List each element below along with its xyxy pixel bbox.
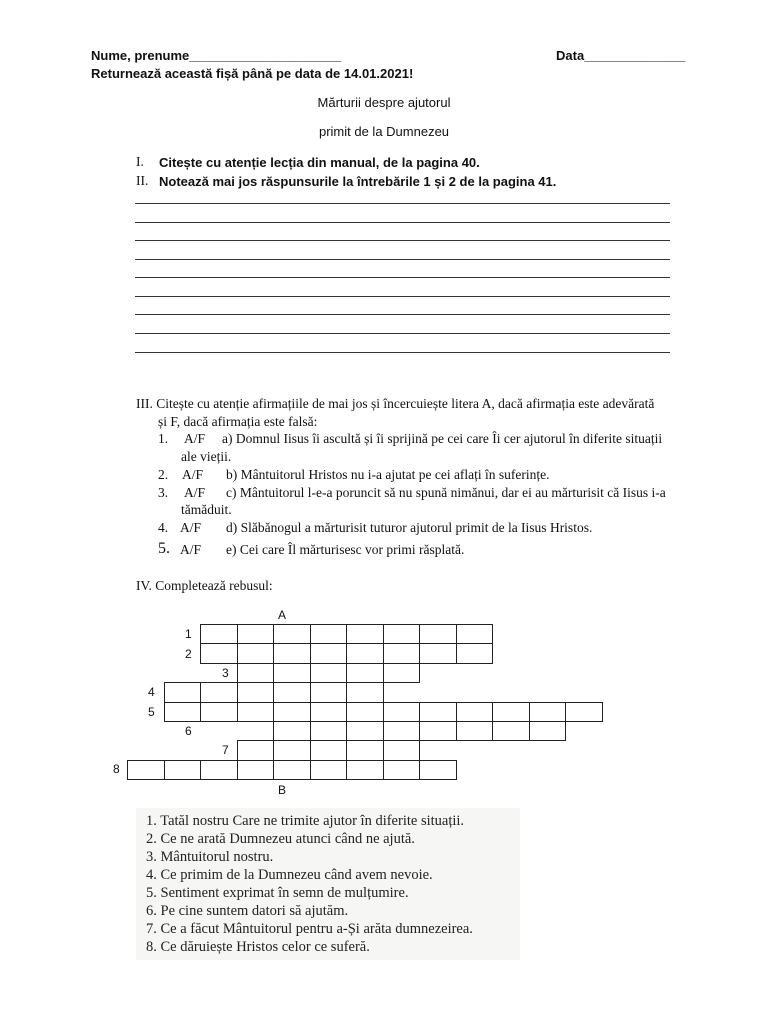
- date-label: Data: [556, 48, 585, 63]
- crossword-cell[interactable]: [164, 760, 202, 780]
- crossword-cell[interactable]: [346, 624, 384, 644]
- statement-number: 4.: [158, 520, 169, 535]
- crossword-cell[interactable]: [383, 760, 421, 780]
- section-3-intro-cont: și F, dacă afirmația este falsă:: [158, 414, 318, 429]
- crossword-cell[interactable]: [127, 760, 165, 780]
- statement-text-cont: tămăduit.: [181, 502, 232, 517]
- crossword-cell[interactable]: [310, 760, 348, 780]
- crossword-cell[interactable]: [419, 721, 457, 741]
- crossword-cell[interactable]: [383, 624, 421, 644]
- crossword-cell[interactable]: [529, 721, 567, 741]
- crossword-cell[interactable]: [492, 721, 530, 741]
- row-number: 4: [148, 685, 155, 699]
- crossword-cell[interactable]: [237, 624, 275, 644]
- crossword-cell[interactable]: [456, 702, 494, 722]
- crossword-cell[interactable]: [200, 760, 238, 780]
- answer-line[interactable]: [135, 203, 670, 204]
- title-line-1: Mărturii despre ajutorul: [317, 95, 451, 110]
- statement-number: 3.: [158, 485, 169, 500]
- crossword-cell[interactable]: [200, 682, 238, 702]
- row-number: 2: [185, 647, 192, 661]
- crossword-cell[interactable]: [310, 740, 348, 760]
- crossword-cell[interactable]: [456, 624, 494, 644]
- crossword-cell[interactable]: [346, 760, 384, 780]
- crossword-cell[interactable]: [346, 702, 384, 722]
- crossword-cell[interactable]: [273, 624, 311, 644]
- crossword-cell[interactable]: [565, 702, 603, 722]
- crossword-bottom-letter: B: [278, 783, 287, 797]
- statement-text: a) Domnul Iisus îi ascultă și îi sprijină pe cei care Îi cer ajutorul în diferite situații: [222, 431, 663, 446]
- crossword-cell[interactable]: [419, 624, 457, 644]
- date-blank[interactable]: ______________: [584, 48, 686, 63]
- crossword-cell[interactable]: [346, 663, 384, 683]
- clue-3: 3. Mântuitorul nostru.: [146, 849, 274, 865]
- clue-4: 4. Ce primim de la Dumnezeu când avem nevoie.: [146, 867, 433, 883]
- statement-text: e) Cei care Îl mărturisesc vor primi răsplată.: [226, 542, 465, 557]
- crossword-cell[interactable]: [346, 643, 384, 663]
- crossword-cell[interactable]: [419, 702, 457, 722]
- crossword-cell[interactable]: [200, 624, 238, 644]
- crossword-cell[interactable]: [273, 740, 311, 760]
- crossword-cell[interactable]: [237, 663, 275, 683]
- crossword-cell[interactable]: [310, 624, 348, 644]
- statement-number: 1.: [158, 431, 169, 446]
- clue-6: 6. Pe cine suntem datori să ajutăm.: [146, 903, 349, 919]
- crossword-cell[interactable]: [237, 740, 275, 760]
- crossword-top-letter: A: [278, 608, 287, 622]
- crossword-cell[interactable]: [346, 740, 384, 760]
- crossword-cell[interactable]: [273, 682, 311, 702]
- crossword-cell[interactable]: [200, 643, 238, 663]
- answer-line[interactable]: [135, 333, 670, 334]
- row-number: 3: [222, 666, 229, 680]
- crossword-cell[interactable]: [346, 721, 384, 741]
- crossword-cell[interactable]: [273, 721, 311, 741]
- crossword-cell[interactable]: [310, 702, 348, 722]
- return-note: Returnează această fișă până pe data de 14.01.2021!: [91, 66, 414, 81]
- crossword-cell[interactable]: [310, 643, 348, 663]
- statement-text: d) Slăbănogul a mărturisit tuturor ajutorul primit de la Iisus Hristos.: [226, 520, 593, 535]
- answer-line[interactable]: [135, 314, 670, 315]
- crossword-cell[interactable]: [237, 760, 275, 780]
- clue-8: 8. Ce dăruiește Hristos celor ce suferă.: [146, 939, 370, 955]
- row-number: 6: [185, 724, 192, 738]
- name-field: [91, 48, 341, 63]
- date-field: [556, 48, 685, 63]
- clue-2: 2. Ce ne arată Dumnezeu atunci când ne ajută.: [146, 831, 415, 847]
- crossword-cell[interactable]: [310, 682, 348, 702]
- crossword-cell[interactable]: [237, 702, 275, 722]
- crossword-cell[interactable]: [419, 643, 457, 663]
- section-1-text: Citește cu atenție lecția din manual, de la pagina 40.: [159, 155, 480, 170]
- name-label: Nume, prenume: [91, 48, 190, 63]
- statement-text-cont: ale vieții.: [181, 449, 232, 464]
- answer-line[interactable]: [135, 296, 670, 297]
- crossword-cell[interactable]: [419, 760, 457, 780]
- row-number: 1: [185, 627, 192, 641]
- statement-af[interactable]: A/F: [184, 431, 206, 446]
- section-3-intro: III. Citește cu atenție afirmațiile de mai jos și încercuiește litera A, dacă afirmația este adevărată: [136, 396, 655, 411]
- row-number: 5: [148, 705, 155, 719]
- statement-af[interactable]: A/F: [184, 485, 206, 500]
- answer-line[interactable]: [135, 240, 670, 241]
- crossword-cell[interactable]: [456, 721, 494, 741]
- crossword-cell[interactable]: [273, 760, 311, 780]
- section-4-title: IV. Completează rebusul:: [136, 578, 273, 593]
- section-2-text: Notează mai jos răspunsurile la întrebările 1 și 2 de la pagina 41.: [159, 174, 557, 189]
- section-2-number: II.: [136, 173, 149, 188]
- answer-line[interactable]: [135, 277, 670, 278]
- statement-text: b) Mântuitorul Hristos nu i-a ajutat pe cei aflați în suferințe.: [226, 467, 550, 482]
- crossword-cell[interactable]: [346, 682, 384, 702]
- crossword-cell[interactable]: [273, 663, 311, 683]
- row-number: 7: [222, 743, 229, 757]
- crossword-cell[interactable]: [237, 643, 275, 663]
- clue-1: 1. Tatăl nostru Care ne trimite ajutor în diferite situații.: [146, 813, 465, 829]
- statement-af[interactable]: A/F: [180, 520, 202, 535]
- statement-text: c) Mântuitorul l-e-a poruncit să nu spună nimănui, dar ei au mărturisit că Iisus i-a: [226, 485, 666, 500]
- title-line-2: primit de la Dumnezeu: [318, 124, 450, 139]
- clue-7: 7. Ce a făcut Mântuitorul pentru a-Și arăta dumnezeirea.: [146, 921, 473, 937]
- name-blank[interactable]: _____________________: [189, 48, 342, 63]
- crossword-cell[interactable]: [273, 643, 311, 663]
- crossword-cell[interactable]: [164, 702, 202, 722]
- crossword-cell[interactable]: [383, 702, 421, 722]
- crossword-cell[interactable]: [383, 643, 421, 663]
- crossword-cell[interactable]: [383, 721, 421, 741]
- crossword-cell[interactable]: [492, 702, 530, 722]
- statement-number: 2.: [158, 467, 169, 482]
- crossword-cell[interactable]: [456, 643, 494, 663]
- crossword-cell[interactable]: [273, 702, 311, 722]
- section-1-number: I.: [136, 154, 144, 169]
- crossword-cell[interactable]: [529, 702, 567, 722]
- statement-af[interactable]: A/F: [180, 542, 202, 557]
- answer-line[interactable]: [135, 352, 670, 353]
- row-number: 8: [113, 762, 120, 776]
- statement-number: 5.: [158, 540, 170, 557]
- clue-5: 5. Sentiment exprimat în semn de mulțumire.: [146, 885, 409, 901]
- crossword-cell[interactable]: [383, 740, 421, 760]
- crossword-cell[interactable]: [200, 702, 238, 722]
- crossword-cell[interactable]: [383, 663, 421, 683]
- answer-line[interactable]: [135, 222, 670, 223]
- statement-af[interactable]: A/F: [182, 467, 204, 482]
- answer-line[interactable]: [135, 259, 670, 260]
- crossword-cell[interactable]: [164, 682, 202, 702]
- crossword-cell[interactable]: [237, 682, 275, 702]
- crossword-cell[interactable]: [310, 721, 348, 741]
- crossword-cell[interactable]: [310, 663, 348, 683]
